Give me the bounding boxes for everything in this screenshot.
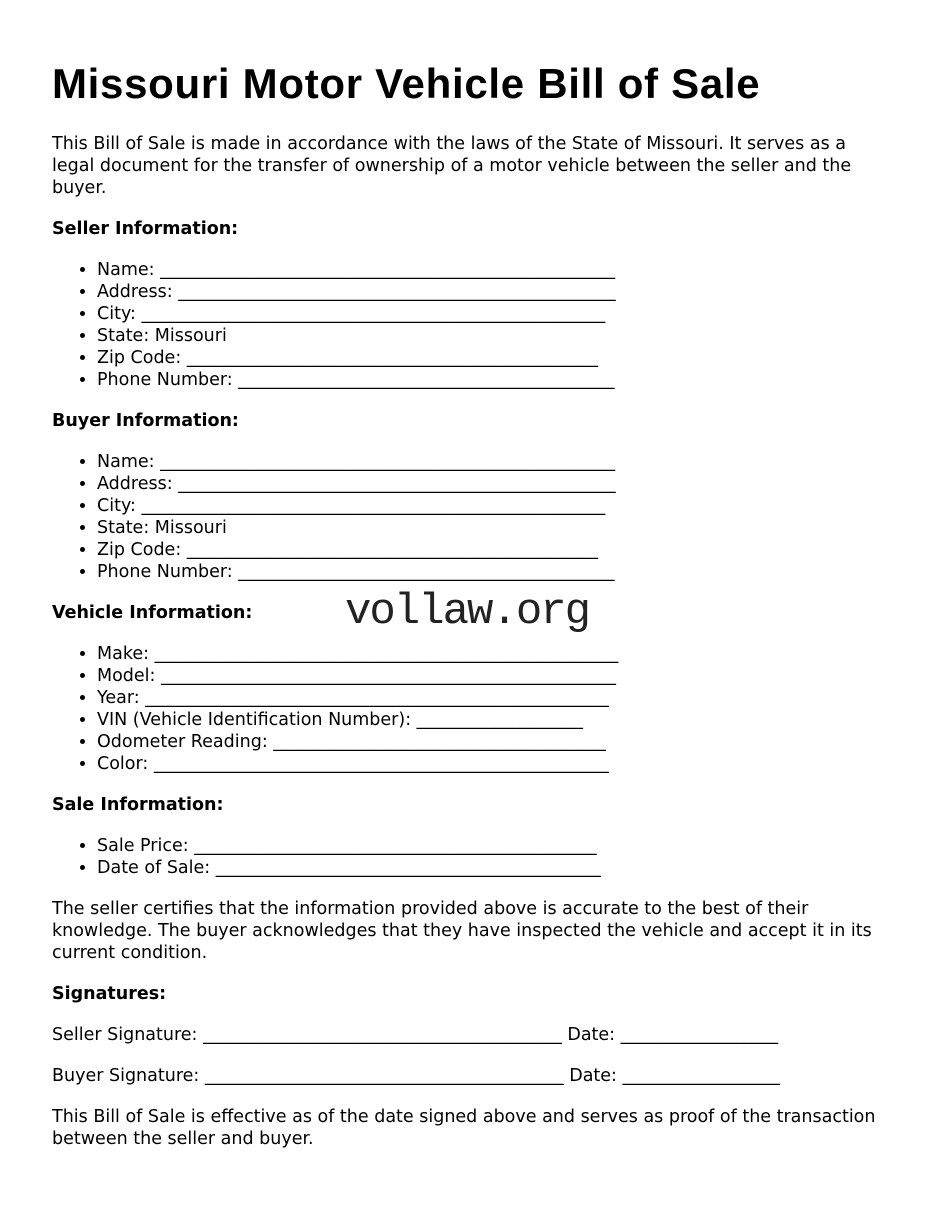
seller-signature-date-label: Date: (567, 1025, 616, 1045)
watermark-text: vollaw.org (345, 587, 590, 637)
buyer-name-item: • Name: ____________________________________________________ (97, 451, 887, 473)
vehicle-information-heading (52, 587, 887, 637)
buyer-zip-item: • Zip Code: _______________________________________________ (97, 539, 887, 561)
seller-information-heading: Seller Information: (52, 219, 239, 239)
intro-paragraph: This Bill of Sale is made in accordance with the laws of the State of Missouri. It serves as a legal document for the transfer of ownership of a motor vehicle between the seller and the buyer. (52, 134, 852, 198)
vehicle-information-heading-label: Vehicle Information: (52, 603, 253, 623)
seller-name-item: • Name: ____________________________________________________ (97, 259, 887, 281)
buyer-information-list (52, 451, 887, 583)
footer-paragraph: This Bill of Sale is effective as of the date signed above and serves as proof of the transaction between the seller and buyer. (52, 1107, 876, 1149)
buyer-state-item: • State: Missouri (97, 517, 887, 539)
buyer-signature-row (52, 1065, 887, 1087)
seller-city-item: • City: _____________________________________________________ (97, 303, 887, 325)
buyer-signature-label: Buyer Signature: (52, 1066, 200, 1086)
buyer-city-item: • City: _____________________________________________________ (97, 495, 887, 517)
buyer-address-item: • Address: __________________________________________________ (97, 473, 887, 495)
buyer-signature-date-line: __________________ (622, 1066, 781, 1086)
seller-signature-row (52, 1024, 887, 1046)
sale-price-item: • Sale Price: ______________________________________________ (97, 835, 887, 857)
page-title: Missouri Motor Vehicle Bill of Sale (52, 60, 761, 107)
seller-address-item: • Address: __________________________________________________ (97, 281, 887, 303)
buyer-information-heading: Buyer Information: (52, 411, 239, 431)
seller-zip-item: • Zip Code: _______________________________________________ (97, 347, 887, 369)
buyer-signature-line: _________________________________________ (204, 1066, 564, 1086)
vehicle-vin-item: • VIN (Vehicle Identification Number): ___________________ (97, 709, 887, 731)
vehicle-make-item: • Make: _____________________________________________________ (97, 643, 887, 665)
buyer-phone-item: • Phone Number: ___________________________________________ (97, 561, 887, 583)
signatures-heading: Signatures: (52, 984, 167, 1004)
sale-information-list (52, 835, 887, 879)
seller-phone-item: • Phone Number: ___________________________________________ (97, 369, 887, 391)
vehicle-color-item: • Color: ____________________________________________________ (97, 753, 887, 775)
sale-date-item: • Date of Sale: ____________________________________________ (97, 857, 887, 879)
seller-signature-label: Seller Signature: (52, 1025, 198, 1045)
vehicle-information-list (52, 643, 887, 775)
sale-information-heading: Sale Information: (52, 795, 224, 815)
seller-information-list (52, 259, 887, 391)
seller-signature-line: _________________________________________ (203, 1025, 562, 1045)
seller-state-item: • State: Missouri (97, 325, 887, 347)
vehicle-model-item: • Model: ____________________________________________________ (97, 665, 887, 687)
certification-paragraph: The seller certifies that the information provided above is accurate to the best of their knowledge. The buyer acknowledges that they have inspected the vehicle and accept it in its current condition. (52, 899, 872, 963)
buyer-signature-date-label: Date: (569, 1066, 617, 1086)
vehicle-odometer-item: • Odometer Reading: ______________________________________ (97, 731, 887, 753)
vehicle-year-item: • Year: _____________________________________________________ (97, 687, 887, 709)
seller-signature-date-line: __________________ (620, 1025, 779, 1045)
